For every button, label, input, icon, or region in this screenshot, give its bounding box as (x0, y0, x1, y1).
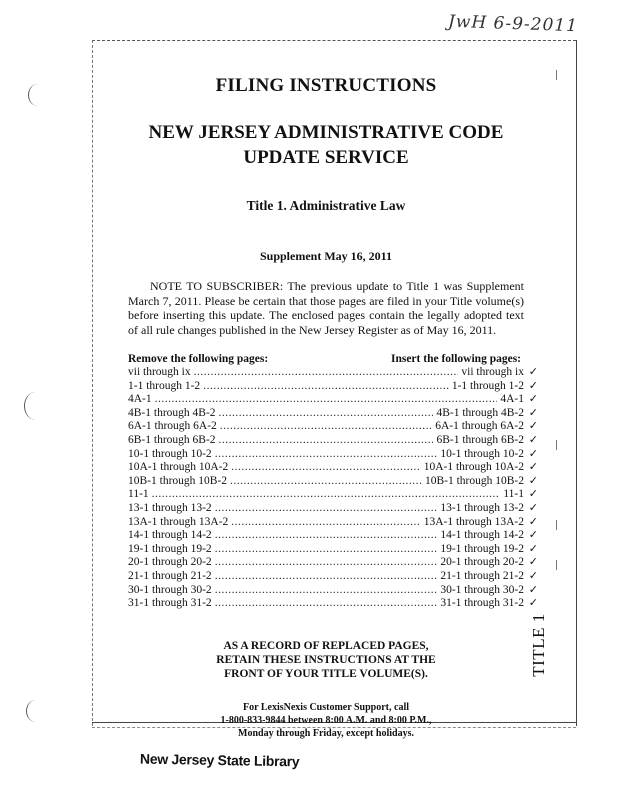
table-row (128, 596, 538, 611)
insert-pages-cell: 10A-1 through 10A-2 (423, 461, 524, 474)
dot-leader (230, 475, 422, 489)
remove-pages-cell: 30-1 through 30-2 (128, 583, 212, 596)
dot-leader (215, 543, 438, 557)
margin-mark (556, 440, 557, 450)
insert-pages-cell: 19-1 through 19-2 (440, 542, 524, 555)
check-mark-icon: ✓ (528, 500, 538, 514)
table-row (128, 528, 538, 543)
remove-pages-cell: 20-1 through 20-2 (128, 556, 212, 569)
side-title-tab: TITLE 1 (529, 613, 548, 677)
remove-pages-cell: 11-1 (128, 488, 149, 501)
table-row (128, 514, 538, 530)
check-mark-icon: ✓ (528, 378, 538, 392)
support-line3: Monday through Friday, except holidays. (238, 727, 414, 739)
insert-pages-cell: 6A-1 through 6A-2 (435, 420, 524, 433)
support-line2: 1-800-833-9844 between 8:00 A.M. and 8:00 P.M., (220, 714, 432, 726)
remove-pages-cell: 13-1 through 13-2 (128, 501, 212, 514)
check-mark-icon: ✓ (528, 432, 538, 446)
dot-leader (219, 407, 434, 421)
dot-leader (215, 448, 438, 462)
insert-pages-cell: 4A-1 (500, 393, 524, 406)
dot-leader (215, 570, 438, 584)
dot-leader (215, 502, 438, 516)
check-mark-icon: ✓ (528, 473, 538, 487)
remove-pages-cell: 10B-1 through 10B-2 (128, 474, 228, 487)
dot-leader (215, 556, 438, 570)
insert-pages-cell: 4B-1 through 4B-2 (436, 406, 524, 419)
filing-instructions-body (128, 75, 538, 740)
table-row (128, 460, 538, 475)
dot-leader (220, 420, 432, 434)
margin-mark (556, 520, 557, 530)
table-row (128, 432, 538, 448)
check-mark-icon: ✓ (528, 405, 538, 419)
page-frame-top (92, 40, 576, 41)
code-title-line1: NEW JERSEY ADMINISTRATIVE CODE (148, 122, 504, 143)
insert-pages-cell: 13-1 through 13-2 (440, 501, 524, 514)
support-line1: For LexisNexis Customer Support, call (242, 701, 409, 713)
insert-pages-cell: 21-1 through 21-2 (440, 569, 524, 582)
check-mark-icon: ✓ (528, 419, 538, 433)
remove-pages-cell: 6B-1 through 6B-2 (128, 433, 216, 446)
table-row (128, 365, 538, 380)
insert-pages-cell: 13A-1 through 13A-2 (423, 515, 524, 528)
pages-table-header (128, 353, 524, 366)
record-notice (128, 639, 524, 681)
remove-pages-cell: 6A-1 through 6A-2 (128, 420, 217, 433)
check-mark-icon: ✓ (528, 596, 538, 610)
check-mark-icon: ✓ (528, 555, 538, 569)
insert-pages-cell: 6B-1 through 6B-2 (436, 433, 524, 446)
table-row (128, 446, 538, 462)
dot-leader (231, 461, 420, 475)
page-frame-left (92, 40, 93, 726)
record-notice-line1: AS A RECORD OF REPLACED PAGES, (223, 639, 429, 652)
insert-pages-cell: 20-1 through 20-2 (440, 556, 524, 569)
table-row (128, 392, 538, 407)
binder-hole-bottom (26, 700, 45, 722)
page-title: FILING INSTRUCTIONS (215, 75, 437, 96)
dot-leader (194, 366, 459, 380)
binder-hole-middle (24, 392, 47, 420)
remove-pages-header: Remove the following pages: (128, 353, 269, 365)
table-row (128, 500, 538, 516)
check-mark-icon: ✓ (528, 582, 538, 596)
check-mark-icon: ✓ (528, 460, 538, 474)
margin-mark (556, 560, 557, 570)
table-row (128, 378, 538, 394)
dot-leader (219, 434, 434, 448)
remove-pages-cell: 10-1 through 10-2 (128, 447, 212, 460)
table-row (128, 541, 538, 557)
remove-pages-cell: 4A-1 (128, 393, 152, 406)
subscriber-note: NOTE TO SUBSCRIBER: The previous update to Title 1 was Supplement March 7, 2011. Please be certain that those pages are filed in your Title volume(s) before inserting this update. The enclosed pages contain the legally adopted text of all rule changes published in the New Jersey Register as of May 16, 2011. (128, 279, 524, 337)
supplement-date: Supplement May 16, 2011 (259, 249, 392, 263)
check-mark-icon: ✓ (528, 446, 538, 460)
check-mark-icon: ✓ (528, 514, 538, 528)
customer-support-info (128, 701, 524, 740)
remove-pages-cell: 14-1 through 14-2 (128, 529, 212, 542)
page-frame-right (576, 40, 577, 726)
remove-pages-cell: 1-1 through 1-2 (128, 379, 201, 392)
remove-pages-cell: vii through ix (128, 366, 191, 378)
library-stamp: New Jersey State Library (139, 750, 300, 770)
check-mark-icon: ✓ (528, 365, 538, 378)
insert-pages-cell: 30-1 through 30-2 (440, 583, 524, 596)
remove-pages-cell: 21-1 through 21-2 (128, 569, 212, 582)
dot-leader (215, 584, 438, 598)
table-row (128, 555, 538, 570)
table-row (128, 487, 538, 502)
code-title (128, 120, 524, 170)
insert-pages-cell: 1-1 through 1-2 (451, 379, 524, 392)
insert-pages-cell: 31-1 through 31-2 (440, 597, 524, 610)
binder-hole-top (28, 84, 47, 106)
table-row (128, 405, 538, 421)
insert-pages-cell: 11-1 (503, 488, 524, 501)
remove-pages-cell: 31-1 through 31-2 (128, 597, 212, 610)
dot-leader (231, 516, 420, 530)
table-row (128, 582, 538, 598)
check-mark-icon: ✓ (528, 541, 538, 555)
dot-leader (203, 380, 449, 394)
remove-pages-cell: 19-1 through 19-2 (128, 542, 212, 555)
table-row (128, 568, 538, 584)
check-mark-icon: ✓ (528, 392, 538, 406)
insert-pages-cell: 10-1 through 10-2 (440, 447, 524, 460)
dot-leader (152, 488, 501, 502)
remove-pages-cell: 4B-1 through 4B-2 (128, 406, 216, 419)
insert-pages-cell: vii through ix (461, 366, 524, 378)
record-notice-line3: FRONT OF YOUR TITLE VOLUME(S). (224, 667, 428, 680)
check-mark-icon: ✓ (528, 528, 538, 542)
insert-pages-header: Insert the following pages: (390, 353, 521, 365)
title-subject: Title 1. Administrative Law (246, 198, 406, 213)
handwritten-initials-date: JwH 6-9-2011 (447, 11, 579, 37)
table-row (128, 473, 538, 489)
record-notice-line2: RETAIN THESE INSTRUCTIONS AT THE (216, 653, 436, 666)
check-mark-icon: ✓ (528, 487, 538, 501)
code-title-line2: UPDATE SERVICE (243, 147, 409, 168)
insert-pages-cell: 10B-1 through 10B-2 (424, 474, 524, 487)
pages-table (128, 365, 538, 611)
margin-mark (556, 70, 557, 80)
table-row (128, 419, 538, 434)
remove-pages-cell: 13A-1 through 13A-2 (128, 515, 229, 528)
dot-leader (215, 597, 438, 611)
dot-leader (215, 529, 438, 543)
remove-pages-cell: 10A-1 through 10A-2 (128, 461, 229, 474)
dot-leader (155, 393, 498, 407)
check-mark-icon: ✓ (528, 568, 538, 582)
insert-pages-cell: 14-1 through 14-2 (440, 529, 524, 542)
